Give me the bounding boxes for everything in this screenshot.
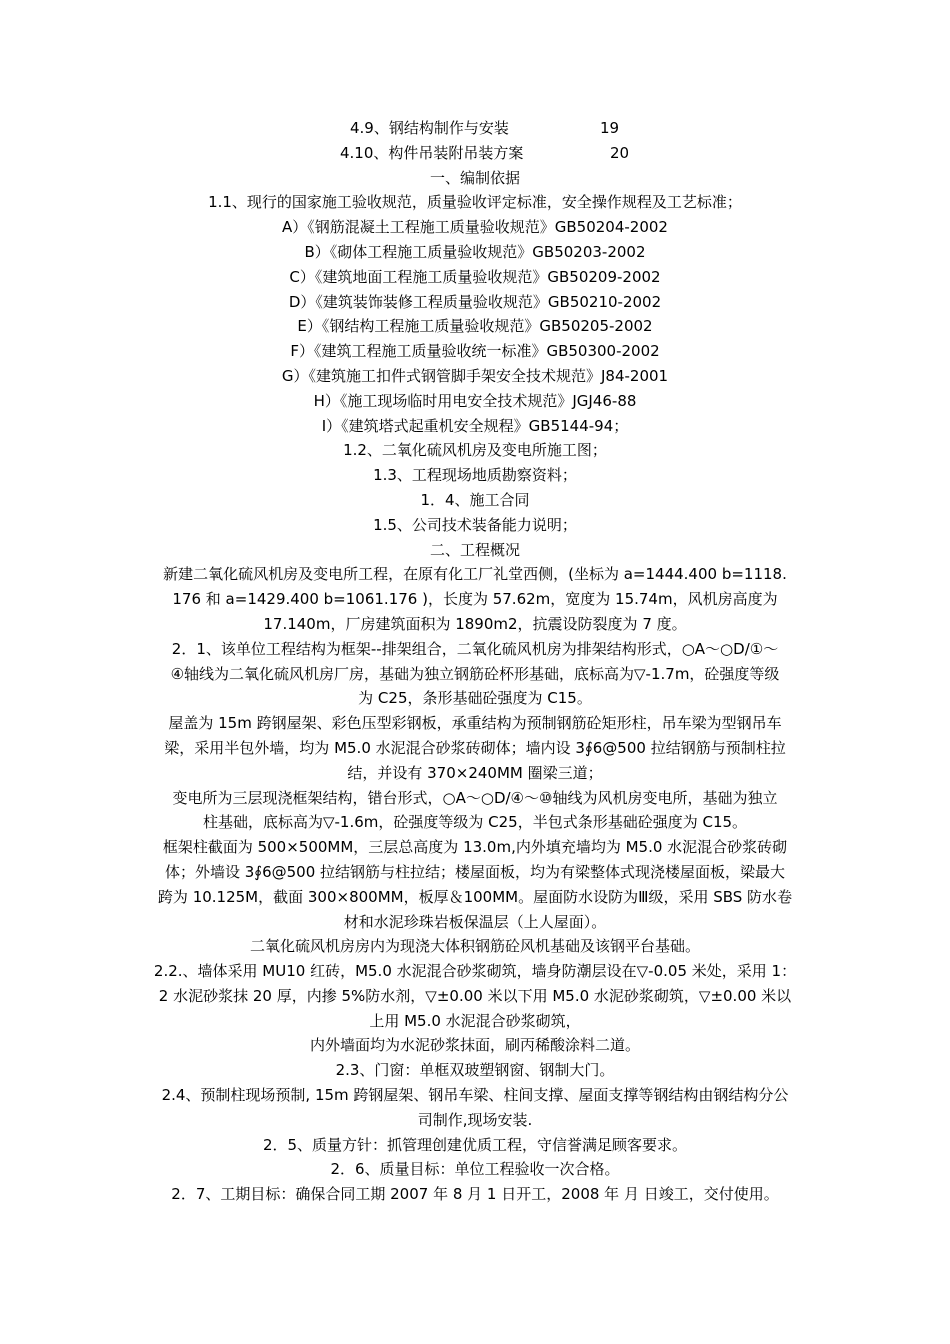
paragraph-line: 跨为 10.125M，截面 300×800MM，板厚＆100MM。屋面防水设防为Ⅲ级，采用 SBS 防水卷 (157, 887, 793, 906)
paragraph-line: 上用 M5.0 水泥混合砂浆砌筑， (369, 1011, 581, 1030)
quality-goal-paragraph (143, 1157, 807, 1182)
quality-policy-paragraph (143, 1133, 807, 1158)
standard-item: D）《建筑装饰装修工程质量验收规范》GB50210-2002 (288, 292, 662, 311)
paragraph-line: 柱基础，底标高为▽-1.6m，砼强度等级为 C25，半包式条形基础砼强度为 C15。 (202, 813, 748, 832)
paragraph-line: ④轴线为二氧化硫风机房厂房，基础为独立钢筋砼杯形基础，底标高为▽-1.7m，砼强度等级 (170, 664, 780, 683)
frame-paragraph (143, 835, 807, 934)
standard-item: F）《建筑工程施工质量验收统一标准》GB50300-2002 (290, 342, 660, 361)
wall-paragraph (143, 959, 807, 1033)
roof-paragraph (143, 711, 807, 785)
paragraph-line: 2.4、预制柱现场预制, 15m 跨钢屋架、钢吊车梁、柱间支撑、屋面支撑等钢结构由钢结构分公 (161, 1086, 789, 1105)
toc-entry (143, 141, 807, 166)
paragraph-line: 材和水泥珍珠岩板保温层（上人屋面）。 (343, 912, 607, 931)
paragraph-line: 内外墙面均为水泥砂浆抹面，刷丙稀酸涂料二道。 (309, 1036, 640, 1055)
standard-item: C）《建筑地面工程施工质量验收规范》GB50209-2002 (289, 267, 661, 286)
paragraph-line: 结，并设有 370×240MM 圈梁三道； (347, 763, 603, 782)
paragraph-line: 体；外墙设 3∮6@500 拉结钢筋与柱拉结；楼屋面板，均为有梁整体式现浇楼屋面板，梁最大 (164, 862, 786, 881)
toc-title: 4.10、构件吊装附吊装方案 (340, 143, 524, 162)
paragraph-line: 2．5、质量方针：抓管理创建优质工程，守信誉满足顾客要求。 (262, 1135, 688, 1154)
standard-item: G）《建筑施工扣件式钢管脚手架安全技术规范》J84-2001 (281, 366, 669, 385)
section-heading: 二、工程概况 (429, 540, 520, 559)
paragraph-line: 变电所为三层现浇框架结构，错台形式，○A～○D/④～⑩轴线为风机房变电所，基础为独立 (172, 788, 778, 807)
paragraph-line: 框架柱截面为 500×500MM，三层总高度为 13.0m,内外填充墙均为 M5.0 水泥混合砂浆砖砌 (162, 838, 788, 857)
doors-windows-paragraph (143, 1058, 807, 1083)
paragraph-line: 17.140m，厂房建筑面积为 1890m2，抗震设防裂度为 7 度。 (263, 614, 687, 633)
foundation-paragraph (143, 934, 807, 959)
paragraph-line: 2 水泥砂浆抹 20 厚，内掺 5%防水剂，▽±0.00 米以下用 M5.0 水泥砂浆砌筑，▽±0.00 米以 (158, 986, 792, 1005)
standard-item: B）《砌体工程施工质量验收规范》GB50203-2002 (304, 242, 646, 261)
basis-item: 1.5、公司技术装备能力说明； (373, 515, 577, 534)
standard-item: H）《施工现场临时用电安全技术规范》JGJ46-88 (313, 391, 637, 410)
paragraph-line: 为 C25，条形基础砼强度为 C15。 (358, 689, 592, 708)
overview-paragraph (143, 562, 807, 636)
basis-item: 1．4、施工合同 (420, 490, 530, 509)
standard-item: I）《建筑塔式起重机安全规程》GB5144-94； (321, 416, 629, 435)
section-heading: 一、编制依据 (429, 168, 520, 187)
toc-title: 4.9、钢结构制作与安装 (350, 119, 509, 137)
paragraph-line: 2.2.、墙体采用 MU10 红砖，M5.0 水泥混合砂浆砌筑，墙身防潮层设在▽-0.05 米处，采用 1： (153, 962, 797, 981)
paragraph-line: 司制作,现场安装. (417, 1110, 533, 1129)
paragraph-line: 二氧化硫风机房房内为现浇大体积钢筋砼风机基础及该钢平台基础。 (249, 937, 700, 956)
structure-paragraph (143, 637, 807, 711)
substation-paragraph (143, 786, 807, 836)
basis-item: 1.2、二氧化硫风机房及变电所施工图； (343, 441, 607, 460)
toc-page-number: 20 (610, 143, 630, 162)
paragraph-line: 梁，采用半包外墙，均为 M5.0 水泥混合砂浆砖砌体；墙内设 3∮6@500 拉结钢筋与预制柱拉 (164, 738, 786, 757)
paragraph-line: 屋盖为 15m 跨钢屋架、彩色压型彩钢板，承重结构为预制钢筋砼矩形柱，吊车梁为型钢吊车 (168, 714, 782, 733)
paragraph-line: 2．6、质量目标：单位工程验收一次合格。 (330, 1160, 620, 1179)
paragraph-line: 2．7、工期目标：确保合同工期 2007 年 8 月 1 日开工，2008 年 月 日竣工，交付使用。 (171, 1185, 779, 1204)
paragraph-line: 176 和 a=1429.400 b=1061.176 )，长度为 57.62m，宽度为 15.74m，风机房高度为 (172, 590, 778, 609)
toc-page-number: 19 (600, 119, 620, 137)
plaster-paragraph (143, 1033, 807, 1058)
section-intro: 1.1、现行的国家施工验收规范，质量验收评定标准，安全操作规程及工艺标准； (208, 193, 742, 212)
standard-item: A）《钢筋混凝土工程施工质量验收规范》GB50204-2002 (282, 218, 668, 237)
paragraph-line: 2.3、门窗：单框双玻塑钢窗、钢制大门。 (335, 1061, 615, 1080)
paragraph-line: 2．1、该单位工程结构为框架--排架组合，二氧化硫风机房为排架结构形式，○A～○D/①～ (171, 639, 779, 658)
prefab-paragraph (143, 1083, 807, 1133)
toc-entry (143, 116, 807, 141)
document-body (143, 116, 807, 1207)
schedule-paragraph (143, 1182, 807, 1207)
standard-item: E）《钢结构工程施工质量验收规范》GB50205-2002 (297, 317, 653, 336)
basis-item: 1.3、工程现场地质勘察资料； (373, 466, 577, 485)
paragraph-line: 新建二氧化硫风机房及变电所工程，在原有化工厂礼堂西侧，(坐标为 a=1444.400 b=1118. (163, 565, 787, 584)
